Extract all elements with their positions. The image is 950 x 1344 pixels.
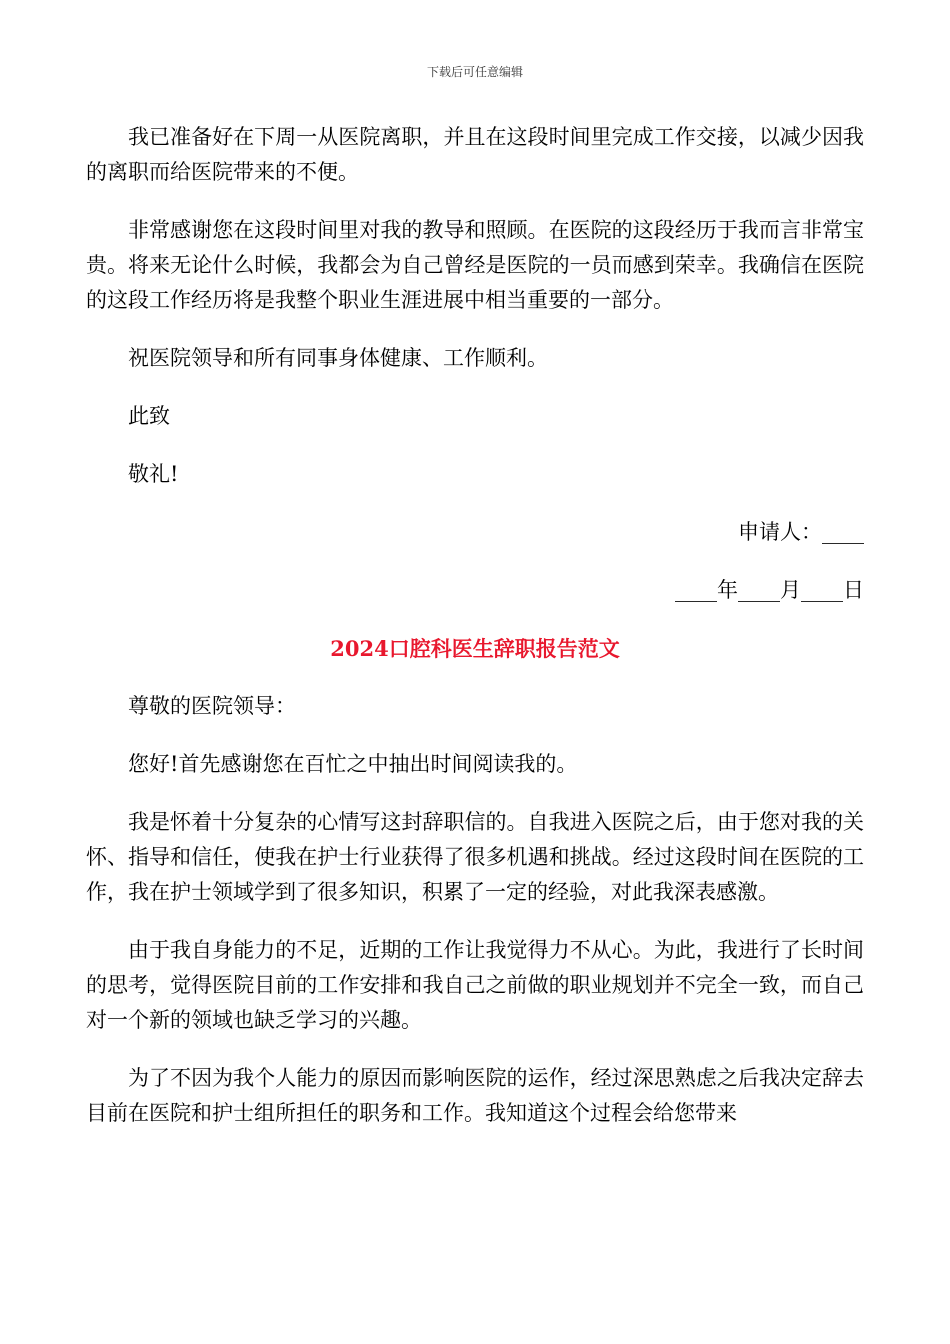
paragraph: 我是怀着十分复杂的心情写这封辞职信的。自我进入医院之后，由于您对我的关怀、指导和信任，使我在护士行业获得了很多机遇和挑战。经过这段时间在医院的工作，我在护士领域学到了很多知识，积累了一定的经验，对此我深表感激。 — [86, 810, 864, 904]
closing-phrase: 此致 — [128, 404, 170, 428]
document-body — [86, 120, 864, 1154]
applicant-line: 申请人：____ — [738, 520, 864, 544]
paragraph: 我已准备好在下周一从医院离职，并且在这段时间里完成工作交接，以减少因我的离职而给医院带来的不便。 — [86, 125, 864, 184]
section-title: 2024口腔科医生辞职报告范文 — [330, 636, 620, 661]
paragraph: 祝医院领导和所有同事身体健康、工作顺利。 — [128, 346, 548, 370]
paragraph: 由于我自身能力的不足，近期的工作让我觉得力不从心。为此，我进行了长时间的思考，觉得医院目前的工作安排和我自己之前做的职业规划并不完全一致，而自己对一个新的领域也缺乏学习的兴趣。 — [86, 938, 864, 1032]
paragraph: 非常感谢您在这段时间里对我的教导和照顾。在医院的这段经历于我而言非常宝贵。将来无论什么时候，我都会为自己曾经是医院的一员而感到荣幸。我确信在医院的这段工作经历将是我整个职业生涯进展中相当重要的一部分。 — [86, 218, 864, 312]
salutation: 尊敬的医院领导： — [128, 694, 296, 718]
header-note: 下载后可任意编辑 — [426, 65, 523, 79]
paragraph: 为了不因为我个人能力的原因而影响医院的运作，经过深思熟虑之后我决定辞去目前在医院和护士组所担任的职务和工作。我知道这个过程会给您带来 — [86, 1066, 864, 1125]
closing-salute: 敬礼! — [128, 462, 179, 486]
paragraph: 您好!首先感谢您在百忙之中抽出时间阅读我的。 — [128, 752, 578, 776]
date-line: ____年____月____日 — [675, 578, 864, 602]
